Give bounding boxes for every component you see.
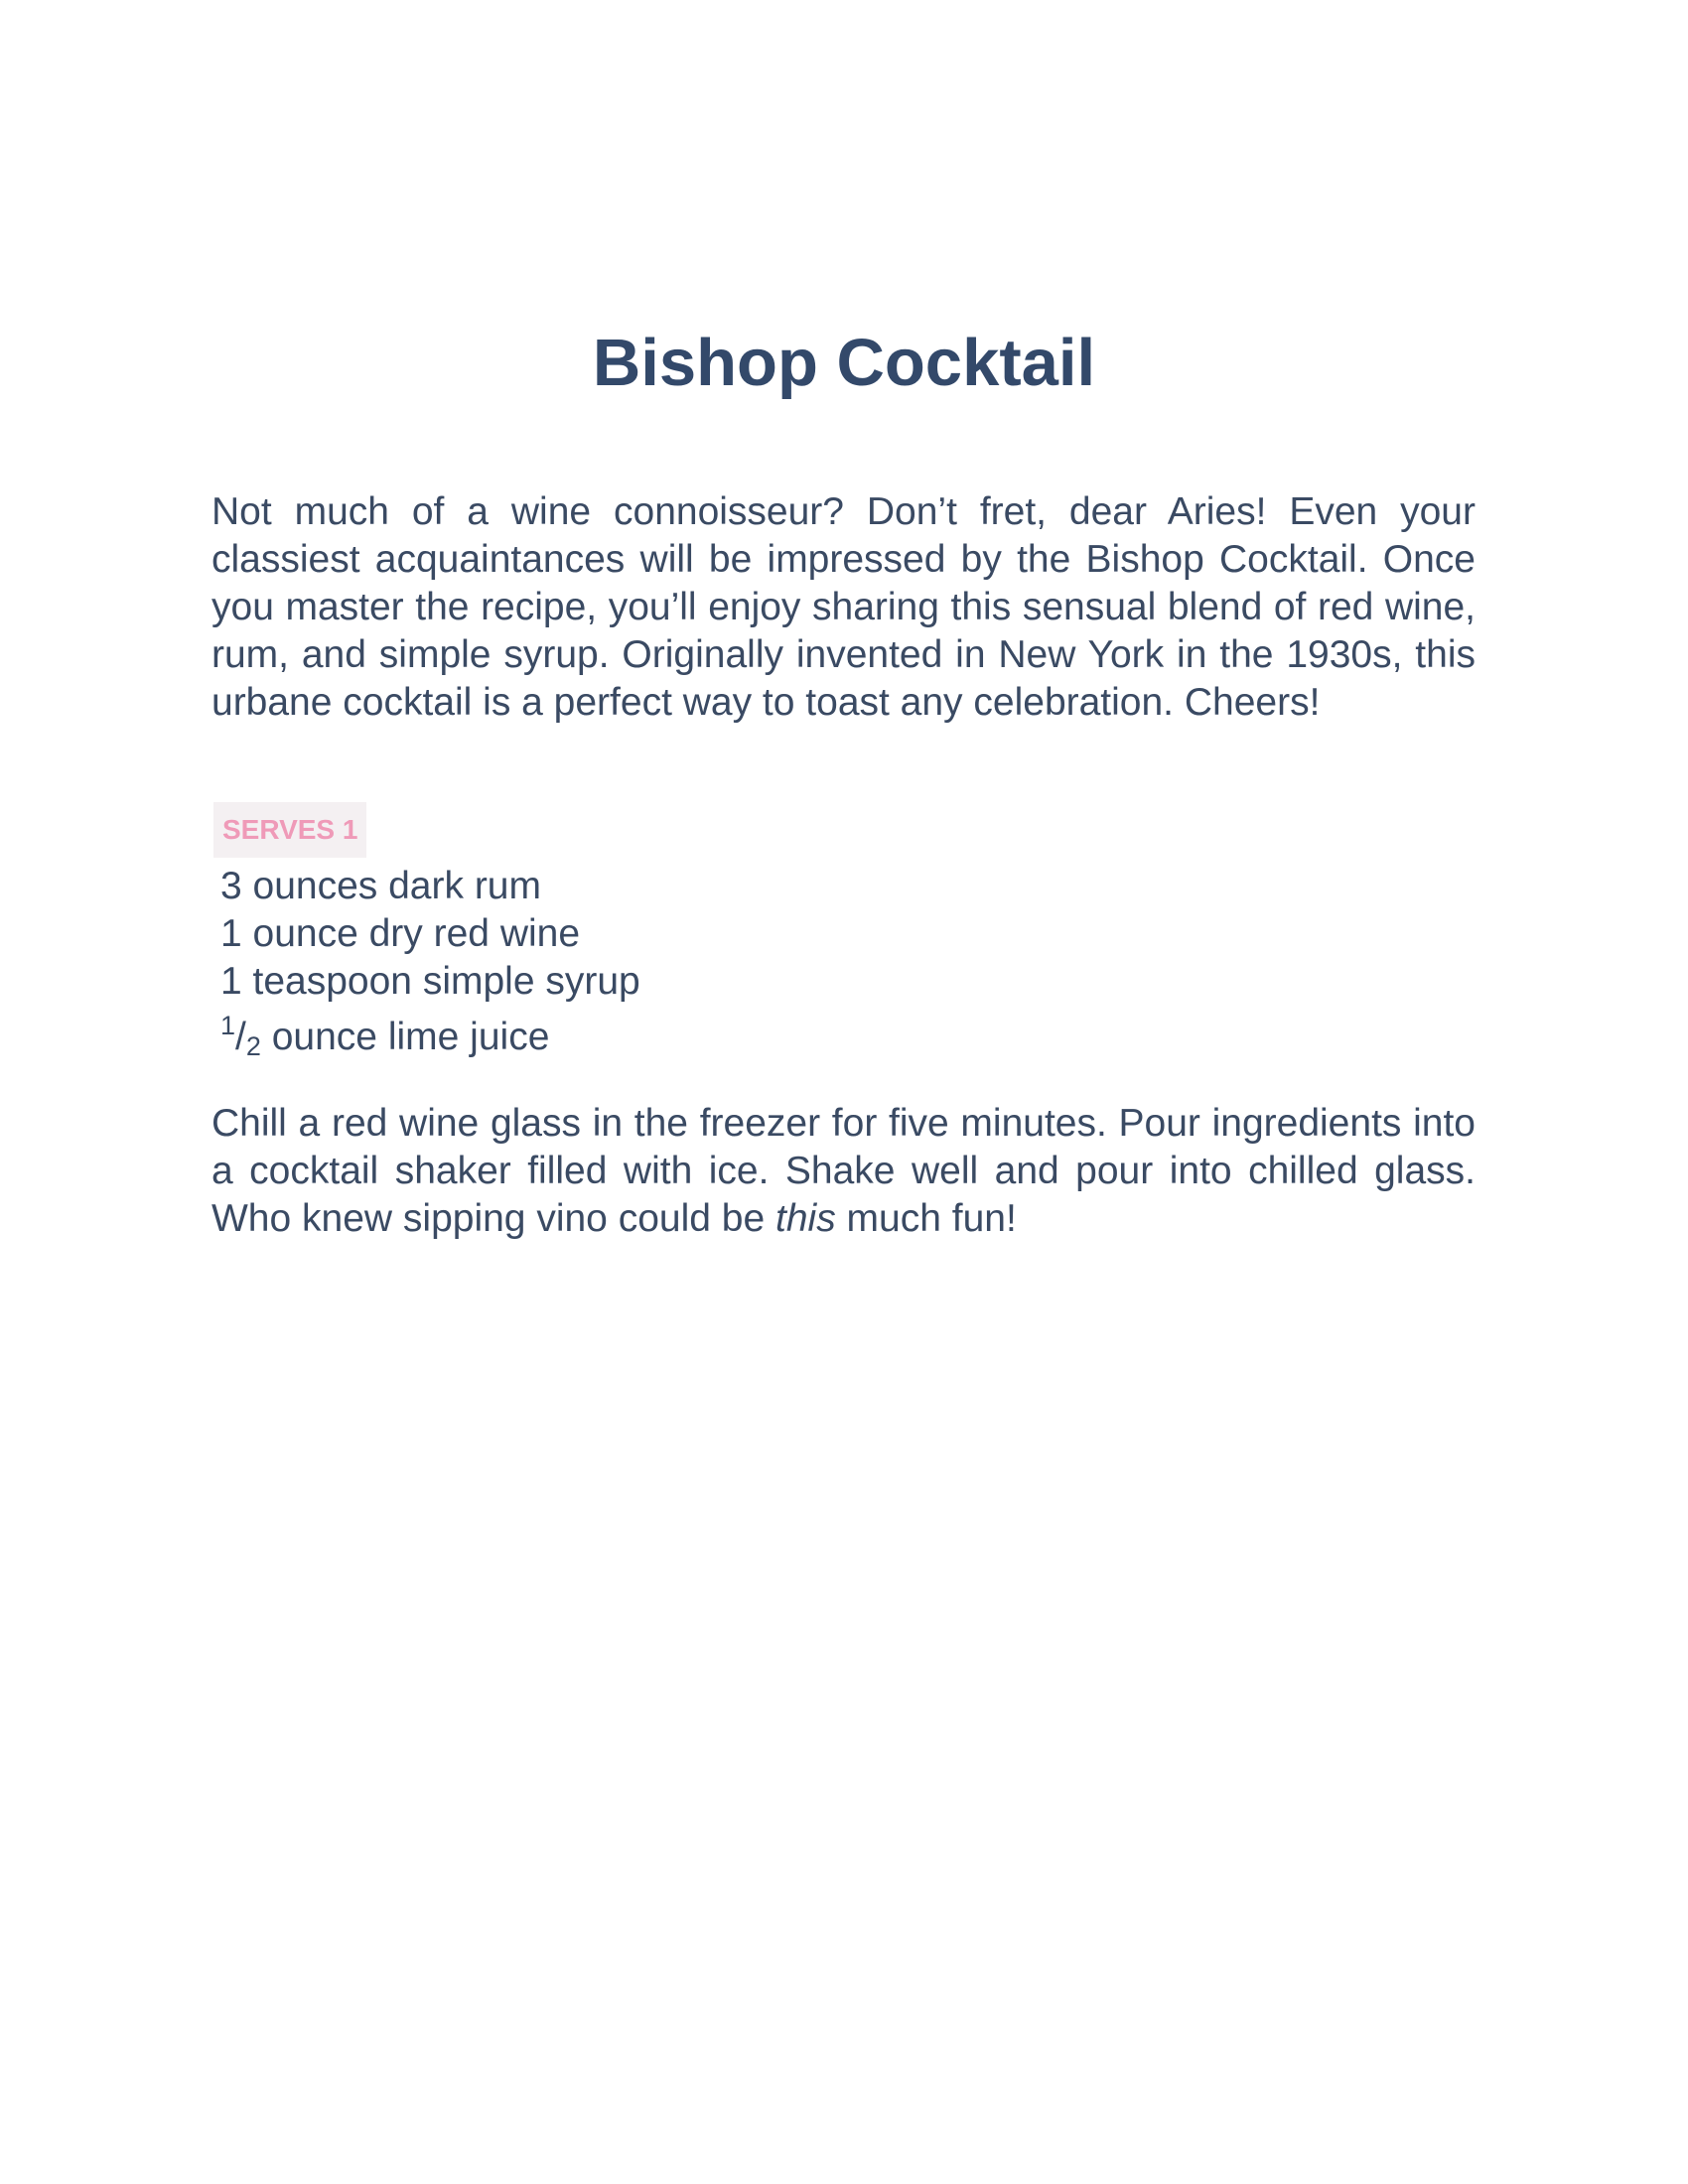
ingredient-item: 3 ounces dark rum bbox=[220, 865, 541, 907]
recipe-directions bbox=[211, 1100, 1476, 1243]
recipe-title: Bishop Cocktail bbox=[592, 326, 1096, 400]
ingredient-item: 1 teaspoon simple syrup bbox=[220, 960, 640, 1003]
recipe-intro: Not much of a wine connoisseur? Don’t fret, dear Aries! Even your classiest acquaintances will be impressed by the Bishop Cocktail. Once you master the recipe, you’ll enjoy sharing this sensual blend of red wine, rum, and simple syrup. Originally invented in New York in the 1930s, this urbane cocktail is a perfect way to toast any celebration. Cheers! bbox=[211, 490, 1476, 724]
ingredient-text: ounce lime juice bbox=[260, 1016, 550, 1058]
fraction-denominator: 2 bbox=[245, 1031, 261, 1061]
ingredient-list bbox=[220, 863, 640, 1063]
serves-badge: SERVES 1 bbox=[213, 802, 366, 858]
fraction-numerator: 1 bbox=[220, 1011, 236, 1040]
ingredient-item: 1 ounce dry red wine bbox=[220, 912, 581, 955]
ingredient-item-lime-juice bbox=[220, 1006, 640, 1063]
directions-emphasis: this bbox=[775, 1197, 836, 1240]
fraction-slash: / bbox=[235, 1016, 246, 1058]
directions-text-end: much fun! bbox=[835, 1197, 1017, 1240]
directions-text: Chill a red wine glass in the freezer for five minutes. Pour ingredients into a cocktail shaker filled with ice. Shake well and pour into chilled glass. Who knew sipping vino could be bbox=[211, 1102, 1476, 1240]
